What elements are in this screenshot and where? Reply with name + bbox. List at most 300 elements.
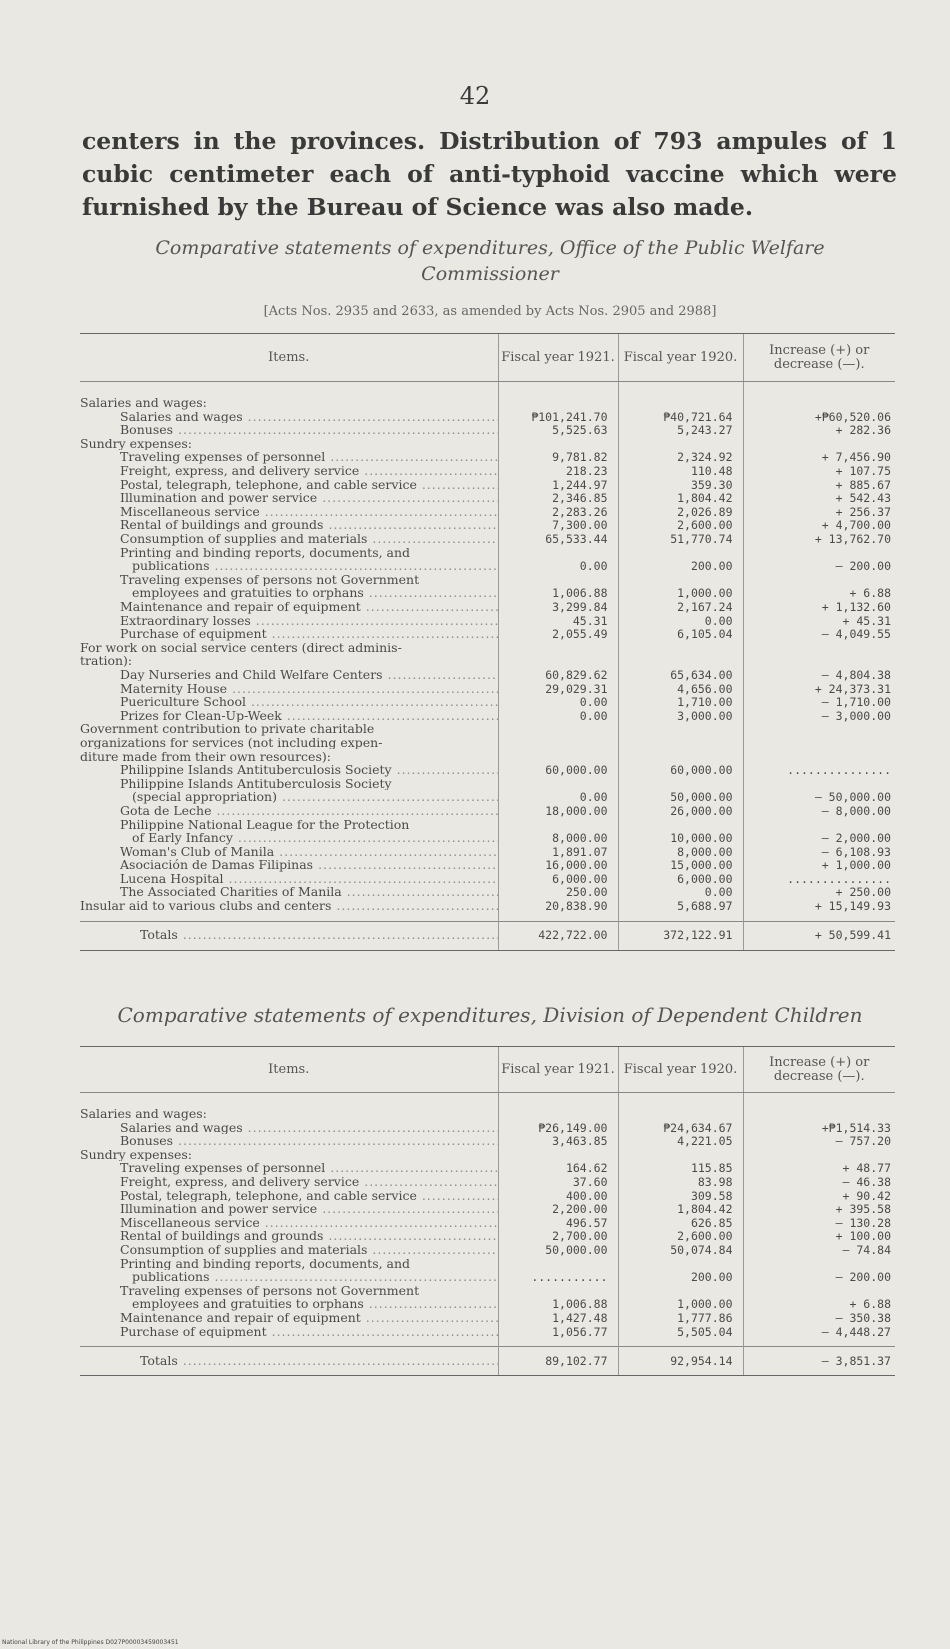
cell-fy1921 [498, 777, 618, 791]
total-change: + 50,599.41 [743, 921, 895, 950]
table-row [80, 410, 895, 424]
cell-fy1920 [618, 722, 743, 736]
row-item-label: Postal, telegraph, telephone, and cable service ..... [80, 1189, 498, 1203]
row-item-label: Rental of buildings and grounds ..... [80, 518, 498, 532]
table-row [80, 709, 895, 723]
cell-fy1920: 0.00 [618, 614, 743, 628]
table-row [80, 1216, 895, 1230]
table-row [80, 1121, 895, 1135]
table-row [80, 1107, 895, 1121]
row-item-label: Illumination and power service ..... [80, 491, 498, 505]
column-header-items: Items. [80, 334, 498, 382]
cell-fy1921 [498, 1257, 618, 1271]
table1-caption-line2: Commissioner [421, 263, 559, 285]
cell-change: + 250.00 [743, 885, 895, 899]
cell-fy1920 [618, 573, 743, 587]
table2-caption: Comparative statements of expenditures, Division of Dependent Children [117, 1003, 863, 1027]
table-row [80, 790, 895, 804]
cell-fy1920 [618, 1107, 743, 1121]
total-fy1921: 422,722.00 [498, 921, 618, 950]
table-row [80, 1161, 895, 1175]
cell-change: — 1,710.00 [743, 695, 895, 709]
row-item-label: publications ..... [80, 559, 498, 573]
table-row [80, 777, 895, 791]
row-item-label: Salaries and wages ..... [80, 1121, 498, 1135]
cell-change: — 8,000.00 [743, 804, 895, 818]
row-item-label: of Early Infancy ..... [80, 831, 498, 845]
cell-change: + 13,762.70 [743, 532, 895, 546]
row-item-label: Postal, telegraph, telephone, and cable service ..... [80, 478, 498, 492]
row-item-label: Bonuses ..... [80, 1134, 498, 1148]
cell-change: — 4,448.27 [743, 1325, 895, 1339]
cell-fy1920 [618, 749, 743, 763]
row-item-label: Freight, express, and delivery service ..... [80, 464, 498, 478]
table-row [80, 464, 895, 478]
table-row [80, 600, 895, 614]
cell-fy1920: 115.85 [618, 1161, 743, 1175]
table-row [80, 695, 895, 709]
cell-fy1920: 10,000.00 [618, 831, 743, 845]
table-row [80, 1229, 895, 1243]
table-row [80, 546, 895, 560]
row-item-label: Consumption of supplies and materials ..... [80, 532, 498, 546]
total-fy1921: 89,102.77 [498, 1347, 618, 1376]
totals-row [80, 1347, 895, 1376]
row-item-label: Consumption of supplies and materials ..... [80, 1243, 498, 1257]
cell-change [743, 1107, 895, 1121]
cell-change [743, 817, 895, 831]
row-item-label: Philippine National League for the Protection [120, 817, 410, 831]
row-item-label: Freight, express, and delivery service ..... [80, 1175, 498, 1189]
cell-fy1921: 7,300.00 [498, 518, 618, 532]
cell-fy1921: 18,000.00 [498, 804, 618, 818]
cell-fy1920: 5,243.27 [618, 423, 743, 437]
table1-caption [100, 235, 880, 287]
row-item-label: Traveling expenses of personnel ..... [80, 1161, 498, 1175]
row-item-label: Miscellaneous service ..... [80, 505, 498, 519]
cell-change [743, 573, 895, 587]
cell-change: + 4,700.00 [743, 518, 895, 532]
cell-fy1921: 50,000.00 [498, 1243, 618, 1257]
row-item-label: Puericulture School ..... [80, 695, 498, 709]
table-row [80, 573, 895, 587]
spacer-row [80, 382, 895, 397]
column-header-fy1920: Fiscal year 1920. [618, 334, 743, 382]
row-item-label: Day Nurseries and Child Welfare Centers ..... [80, 668, 498, 682]
cell-fy1920: ₱40,721.64 [618, 410, 743, 424]
cell-fy1921: 1,006.88 [498, 1297, 618, 1311]
cell-fy1920: 2,026.89 [618, 505, 743, 519]
cell-fy1920: 2,600.00 [618, 518, 743, 532]
cell-fy1921: 164.62 [498, 1161, 618, 1175]
row-item-label: Purchase of equipment ..... [80, 1325, 498, 1339]
total-change: — 3,851.37 [743, 1347, 895, 1376]
row-item-label: Asociación de Damas Filipinas ..... [80, 858, 498, 872]
table-row [80, 845, 895, 859]
row-item-label: employees and gratuities to orphans ..... [80, 586, 498, 600]
table-row [80, 1134, 895, 1148]
cell-change: — 4,049.55 [743, 627, 895, 641]
cell-fy1921: 60,000.00 [498, 763, 618, 777]
table1-caption-line1: Comparative statements of expenditures, Office of the Public Welfare [155, 237, 825, 259]
row-item-label: Philippine Islands Antituberculosis Society ..... [80, 763, 498, 777]
cell-change: — 46.38 [743, 1175, 895, 1189]
cell-fy1921 [498, 396, 618, 410]
cell-change: — 50,000.00 [743, 790, 895, 804]
row-item-label: Purchase of equipment ..... [80, 627, 498, 641]
cell-change: + 6.88 [743, 1297, 895, 1311]
cell-change: ............... [743, 763, 895, 777]
table-row [80, 736, 895, 750]
cell-change: + 1,000.00 [743, 858, 895, 872]
table-row [80, 722, 895, 736]
cell-fy1920: 1,000.00 [618, 586, 743, 600]
row-item-label: Government contribution to private charitable [80, 722, 375, 736]
row-item-label: Maintenance and repair of equipment ..... [80, 600, 498, 614]
cell-fy1920: 50,074.84 [618, 1243, 743, 1257]
cell-fy1921: 3,299.84 [498, 600, 618, 614]
table1-subcaption: [Acts Nos. 2935 and 2633, as amended by Acts Nos. 2905 and 2988] [263, 304, 717, 319]
cell-fy1921: ₱26,149.00 [498, 1121, 618, 1135]
cell-change: + 6.88 [743, 586, 895, 600]
row-item-label: Rental of buildings and grounds ..... [80, 1229, 498, 1243]
cell-fy1920: 4,656.00 [618, 681, 743, 695]
row-item-label: Illumination and power service ..... [80, 1202, 498, 1216]
table-row [80, 1284, 895, 1298]
column-header-fy1921: Fiscal year 1921. [498, 1047, 618, 1093]
cell-change: + 45.31 [743, 614, 895, 628]
archive-footer: National Library of the Philippines D027P00003459003451 [2, 1639, 179, 1646]
cell-fy1920: 60,000.00 [618, 763, 743, 777]
total-fy1920: 372,122.91 [618, 921, 743, 950]
totals-row [80, 921, 895, 950]
column-header-fy1921: Fiscal year 1921. [498, 334, 618, 382]
cell-fy1921: 9,781.82 [498, 450, 618, 464]
table2-expenditures-dependent-children [80, 1046, 895, 1376]
cell-fy1921: 1,056.77 [498, 1325, 618, 1339]
cell-fy1920: 1,777.86 [618, 1311, 743, 1325]
cell-fy1921: 400.00 [498, 1189, 618, 1203]
cell-fy1921: 0.00 [498, 559, 618, 573]
cell-fy1921: 250.00 [498, 885, 618, 899]
cell-fy1921: 0.00 [498, 709, 618, 723]
row-item-label: For work on social service centers (direct adminis- [80, 640, 402, 655]
row-item-label: Bonuses ..... [80, 423, 498, 437]
cell-fy1921: 218.23 [498, 464, 618, 478]
cell-change [743, 749, 895, 763]
table-row [80, 614, 895, 628]
cell-change: — 130.28 [743, 1216, 895, 1230]
table-row [80, 1325, 895, 1339]
row-item-label: Sundry expenses: [80, 1147, 193, 1162]
cell-fy1921 [498, 437, 618, 451]
cell-fy1920: 359.30 [618, 478, 743, 492]
table-row [80, 450, 895, 464]
table-row [80, 899, 895, 913]
cell-fy1920: 65,634.00 [618, 668, 743, 682]
totals-label: Totals ..... [80, 921, 498, 950]
spacer-row [80, 913, 895, 922]
cell-fy1921 [498, 546, 618, 560]
table-row [80, 1270, 895, 1284]
cell-fy1920: 2,167.24 [618, 600, 743, 614]
cell-fy1920: 0.00 [618, 885, 743, 899]
cell-fy1920: 3,000.00 [618, 709, 743, 723]
row-item-label: tration): [80, 654, 133, 668]
cell-change [743, 654, 895, 668]
cell-fy1920: 2,600.00 [618, 1229, 743, 1243]
cell-fy1920: 1,804.42 [618, 491, 743, 505]
table-row [80, 423, 895, 437]
row-item-label: Prizes for Clean-Up-Week ..... [80, 709, 498, 723]
cell-fy1921 [498, 573, 618, 587]
row-item-label: (special appropriation) ..... [80, 790, 498, 804]
table-row [80, 437, 895, 451]
cell-fy1920: 50,000.00 [618, 790, 743, 804]
cell-fy1920 [618, 1148, 743, 1162]
cell-fy1921 [498, 1107, 618, 1121]
cell-fy1920 [618, 641, 743, 655]
cell-fy1921: ........... [498, 1270, 618, 1284]
table-row [80, 1243, 895, 1257]
cell-fy1921 [498, 1148, 618, 1162]
cell-fy1920 [618, 437, 743, 451]
cell-change: — 74.84 [743, 1243, 895, 1257]
cell-fy1920: 626.85 [618, 1216, 743, 1230]
table-row [80, 1311, 895, 1325]
row-item-label: The Associated Charities of Manila ..... [80, 885, 498, 899]
cell-fy1921: 1,891.07 [498, 845, 618, 859]
cell-change [743, 722, 895, 736]
cell-fy1920: 200.00 [618, 1270, 743, 1284]
cell-fy1921 [498, 749, 618, 763]
cell-fy1920 [618, 1284, 743, 1298]
row-item-label: Insular aid to various clubs and centers ..... [80, 899, 498, 913]
table-row [80, 1202, 895, 1216]
cell-fy1920 [618, 546, 743, 560]
cell-fy1921 [498, 736, 618, 750]
cell-fy1921: 29,029.31 [498, 681, 618, 695]
cell-fy1921 [498, 641, 618, 655]
table-row [80, 1148, 895, 1162]
table-row [80, 518, 895, 532]
row-item-label: Extraordinary losses ..... [80, 614, 498, 628]
row-item-label: Printing and binding reports, documents, and [120, 1256, 411, 1271]
table-row [80, 817, 895, 831]
cell-fy1920 [618, 777, 743, 791]
column-header-change: Increase (+) or decrease (—). [743, 334, 895, 382]
cell-fy1920: 6,105.04 [618, 627, 743, 641]
table-row [80, 1297, 895, 1311]
cell-change: + 100.00 [743, 1229, 895, 1243]
cell-fy1921: 65,533.44 [498, 532, 618, 546]
table-row [80, 559, 895, 573]
cell-change: ............... [743, 872, 895, 886]
cell-change: — 4,804.38 [743, 668, 895, 682]
row-item-label: Gota de Leche ..... [80, 804, 498, 818]
table-row [80, 505, 895, 519]
column-header-change: Increase (+) or decrease (—). [743, 1047, 895, 1093]
cell-fy1920: 2,324.92 [618, 450, 743, 464]
cell-fy1921: 60,829.62 [498, 668, 618, 682]
table-row [80, 749, 895, 763]
row-item-label: organizations for services (not including expen- [80, 735, 383, 750]
cell-change: + 15,149.93 [743, 899, 895, 913]
cell-fy1921: 1,006.88 [498, 586, 618, 600]
row-item-label: Salaries and wages: [80, 1107, 207, 1121]
cell-fy1920: 83.98 [618, 1175, 743, 1189]
cell-change [743, 1257, 895, 1271]
cell-change: + 7,456.90 [743, 450, 895, 464]
table-row [80, 532, 895, 546]
cell-fy1920: 6,000.00 [618, 872, 743, 886]
cell-fy1921: 496.57 [498, 1216, 618, 1230]
cell-change [743, 777, 895, 791]
table-row [80, 478, 895, 492]
cell-change [743, 546, 895, 560]
cell-fy1921: 2,200.00 [498, 1202, 618, 1216]
cell-fy1921: 1,244.97 [498, 478, 618, 492]
cell-fy1921: 8,000.00 [498, 831, 618, 845]
cell-change: + 1,132.60 [743, 600, 895, 614]
cell-fy1921: 2,700.00 [498, 1229, 618, 1243]
table-row [80, 885, 895, 899]
cell-change: + 90.42 [743, 1189, 895, 1203]
cell-change: — 200.00 [743, 1270, 895, 1284]
cell-fy1920 [618, 654, 743, 668]
cell-fy1921: 20,838.90 [498, 899, 618, 913]
cell-fy1921: 0.00 [498, 790, 618, 804]
cell-change: +₱60,520.06 [743, 410, 895, 424]
row-item-label: Miscellaneous service ..... [80, 1216, 498, 1230]
cell-change: + 395.58 [743, 1202, 895, 1216]
cell-fy1920: 1,000.00 [618, 1297, 743, 1311]
cell-change [743, 1148, 895, 1162]
cell-fy1920: 110.48 [618, 464, 743, 478]
cell-fy1921: 2,283.26 [498, 505, 618, 519]
row-item-label: Philippine Islands Antituberculosis Society [120, 776, 392, 791]
cell-fy1921: 2,055.49 [498, 627, 618, 641]
row-item-label: Salaries and wages: [80, 396, 207, 410]
total-fy1920: 92,954.14 [618, 1347, 743, 1376]
table1-expenditures-welfare-commissioner [80, 333, 895, 951]
table-row [80, 668, 895, 682]
cell-fy1920: 4,221.05 [618, 1134, 743, 1148]
cell-fy1921 [498, 722, 618, 736]
row-item-label: employees and gratuities to orphans ..... [80, 1297, 498, 1311]
cell-fy1920 [618, 396, 743, 410]
table-row [80, 654, 895, 668]
row-item-label: Printing and binding reports, documents, and [120, 545, 411, 560]
table-row [80, 491, 895, 505]
spacer-row [80, 1093, 895, 1108]
cell-fy1920 [618, 736, 743, 750]
row-item-label: Traveling expenses of persons not Government [120, 572, 420, 587]
cell-fy1920: 26,000.00 [618, 804, 743, 818]
cell-fy1920: 15,000.00 [618, 858, 743, 872]
cell-fy1921: 6,000.00 [498, 872, 618, 886]
cell-fy1920: 1,710.00 [618, 695, 743, 709]
cell-fy1920 [618, 817, 743, 831]
table-row [80, 872, 895, 886]
row-item-label: Woman's Club of Manila ..... [80, 845, 498, 859]
intro-paragraph: centers in the provinces. Distribution of 793 ampules of 1 cubic centimeter each of anti-typhoid vaccine which were furnished by the Bureau of Science was also made. [82, 127, 897, 221]
row-item-label: Sundry expenses: [80, 436, 193, 451]
table-row [80, 1257, 895, 1271]
cell-fy1920: ₱24,634.67 [618, 1121, 743, 1135]
row-item-label: Maternity House ..... [80, 681, 498, 695]
cell-change: + 542.43 [743, 491, 895, 505]
row-item-label: diture made from their own resources): [80, 749, 331, 764]
cell-fy1920: 200.00 [618, 559, 743, 573]
table-row [80, 1189, 895, 1203]
cell-change: + 256.37 [743, 505, 895, 519]
row-item-label: Maintenance and repair of equipment ..... [80, 1311, 498, 1325]
row-item-label: publications ..... [80, 1270, 498, 1284]
table-row [80, 763, 895, 777]
table-row [80, 586, 895, 600]
cell-change: + 107.75 [743, 464, 895, 478]
cell-change: + 885.67 [743, 478, 895, 492]
cell-fy1921: 16,000.00 [498, 858, 618, 872]
cell-change [743, 641, 895, 655]
cell-fy1920: 8,000.00 [618, 845, 743, 859]
cell-fy1920: 51,770.74 [618, 532, 743, 546]
table-row [80, 1175, 895, 1189]
cell-change [743, 736, 895, 750]
cell-change [743, 437, 895, 451]
table-row [80, 681, 895, 695]
cell-fy1921: 1,427.48 [498, 1311, 618, 1325]
cell-change: — 200.00 [743, 559, 895, 573]
cell-fy1921 [498, 1284, 618, 1298]
cell-fy1920: 309.58 [618, 1189, 743, 1203]
cell-change: +₱1,514.33 [743, 1121, 895, 1135]
table-row [80, 641, 895, 655]
cell-fy1921 [498, 817, 618, 831]
cell-fy1921: ₱101,241.70 [498, 410, 618, 424]
totals-label: Totals ..... [80, 1347, 498, 1376]
cell-change [743, 396, 895, 410]
cell-change: — 6,108.93 [743, 845, 895, 859]
cell-change: — 3,000.00 [743, 709, 895, 723]
cell-fy1921 [498, 654, 618, 668]
cell-fy1921: 2,346.85 [498, 491, 618, 505]
row-item-label: Traveling expenses of personnel ..... [80, 450, 498, 464]
cell-change: + 24,373.31 [743, 681, 895, 695]
cell-fy1920: 1,804.42 [618, 1202, 743, 1216]
page-number: 42 [459, 82, 491, 110]
cell-fy1921: 0.00 [498, 695, 618, 709]
cell-fy1920 [618, 1257, 743, 1271]
cell-fy1920: 5,688.97 [618, 899, 743, 913]
cell-fy1921: 5,525.63 [498, 423, 618, 437]
row-item-label: Traveling expenses of persons not Government [120, 1283, 420, 1298]
cell-fy1921: 37.60 [498, 1175, 618, 1189]
column-header-fy1920: Fiscal year 1920. [618, 1047, 743, 1093]
row-item-label: Lucena Hospital ..... [80, 872, 498, 886]
cell-change: + 48.77 [743, 1161, 895, 1175]
cell-fy1921: 3,463.85 [498, 1134, 618, 1148]
cell-change [743, 1284, 895, 1298]
cell-fy1920: 5,505.04 [618, 1325, 743, 1339]
cell-change: + 282.36 [743, 423, 895, 437]
table-row [80, 858, 895, 872]
table-row [80, 804, 895, 818]
row-item-label: Salaries and wages ..... [80, 410, 498, 424]
cell-fy1921: 45.31 [498, 614, 618, 628]
cell-change: — 350.38 [743, 1311, 895, 1325]
